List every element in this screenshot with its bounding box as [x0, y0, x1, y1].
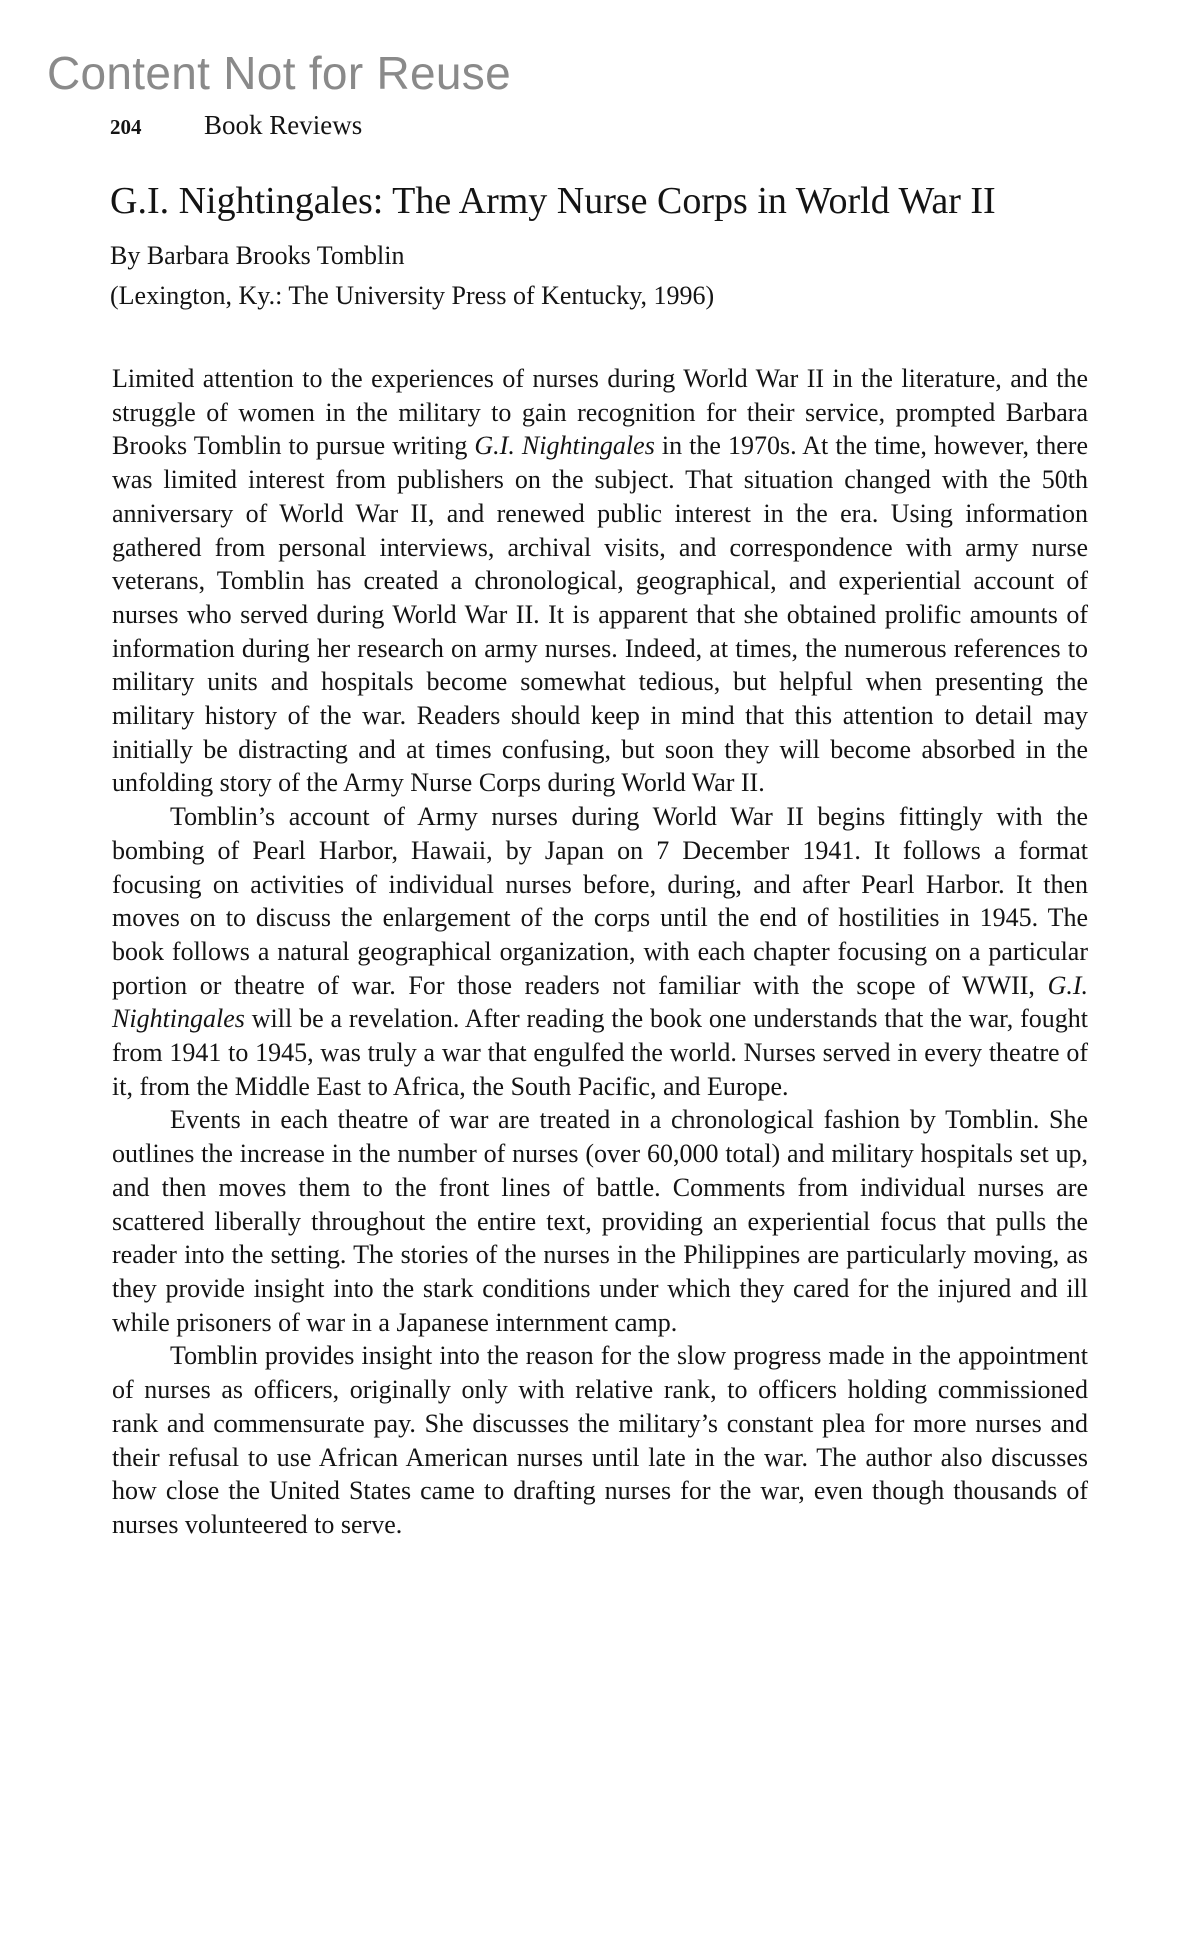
section-name: Book Reviews	[204, 110, 363, 140]
book-title-italic: G.I. Nightingales	[474, 431, 655, 461]
book-title: G.I. Nightingales: The Army Nurse Corps in World War II	[110, 180, 996, 222]
book-publisher-info: (Lexington, Ky.: The University Press of Kentucky, 1996)	[110, 281, 715, 310]
page-number: 204	[110, 115, 142, 139]
running-head	[110, 110, 362, 141]
watermark: Content Not for Reuse	[47, 47, 511, 99]
paragraph-text: in the 1970s. At the time, however, there was limited interest from publishers on the subject. That situation changed with the 50th anniversary of World War II, and renewed public interest in the era. Using information gathered from personal interviews, archival visits, and correspondence with army nurse veterans, Tomblin has created a chronological, geographical, and experiential account of nurses who served during World War II. It is apparent that she obtained prolific amounts of information during her research on army nurses. Indeed, at times, the numerous references to military units and hospitals become somewhat tedious, but helpful when presenting the military history of the war. Readers should keep in mind that this attention to detail may initially be distracting and at times confusing, but soon they will become absorbed in the unfolding story of the Army Nurse Corps during World War II.	[112, 431, 1088, 798]
review-body	[112, 362, 1088, 1542]
paragraph-text: Limited attention to the experiences of nurses during World War II in the literature, and the struggle of women in the military to gain recognition for their service, prompted Barbara Brooks Tomblin to pursue writing	[112, 364, 1088, 461]
paragraph-text: Tomblin provides insight into the reason for the slow progress made in the appointment of nurses as officers, originally only with relative rank, to officers holding commissioned rank and commensurate pay. She discusses the military’s constant plea for more nurses and their refusal to use African American nurses until late in the war. The author also discusses how close the United States came to drafting nurses for the war, even though thousands of nurses volunteered to serve.	[112, 1341, 1088, 1539]
paragraph-text: Tomblin’s account of Army nurses during World War II begins fittingly with the bombing of Pearl Harbor, Hawaii, by Japan on 7 December 1941. It follows a format focusing on activities of individual nurses before, during, and after Pearl Harbor. It then moves on to discuss the enlargement of the corps until the end of hostilities in 1945. The book follows a natural geographical organization, with each chapter focusing on a particular portion or theatre of war. For those readers not familiar with the scope of WWII,	[112, 802, 1088, 1000]
review-paragraph	[112, 1339, 1088, 1541]
review-paragraph	[112, 362, 1088, 800]
review-paragraph	[112, 1103, 1088, 1339]
paragraph-text: will be a revelation. After reading the book one understands that the war, fought from 1941 to 1945, was truly a war that engulfed the world. Nurses served in every theatre of it, from the Middle East to Africa, the South Pacific, and Europe.	[112, 1004, 1088, 1101]
book-title-italic: G.I. Nightingales	[112, 970, 1088, 1034]
review-header	[110, 178, 1100, 316]
paragraph-text: Events in each theatre of war are treated in a chronological fashion by Tomblin. She outlines the increase in the number of nurses (over 60,000 total) and military hospitals set up, and then moves them to the front lines of battle. Comments from individual nurses are scattered liberally throughout the entire text, providing an experiential focus that pulls the reader into the setting. The stories of the nurses in the Philippines are particularly moving, as they provide insight into the stark conditions under which they cared for the injured and ill while prisoners of war in a Japanese internment camp.	[112, 1105, 1088, 1337]
book-author-byline: By Barbara Brooks Tomblin	[110, 241, 405, 270]
review-paragraph	[112, 800, 1088, 1103]
